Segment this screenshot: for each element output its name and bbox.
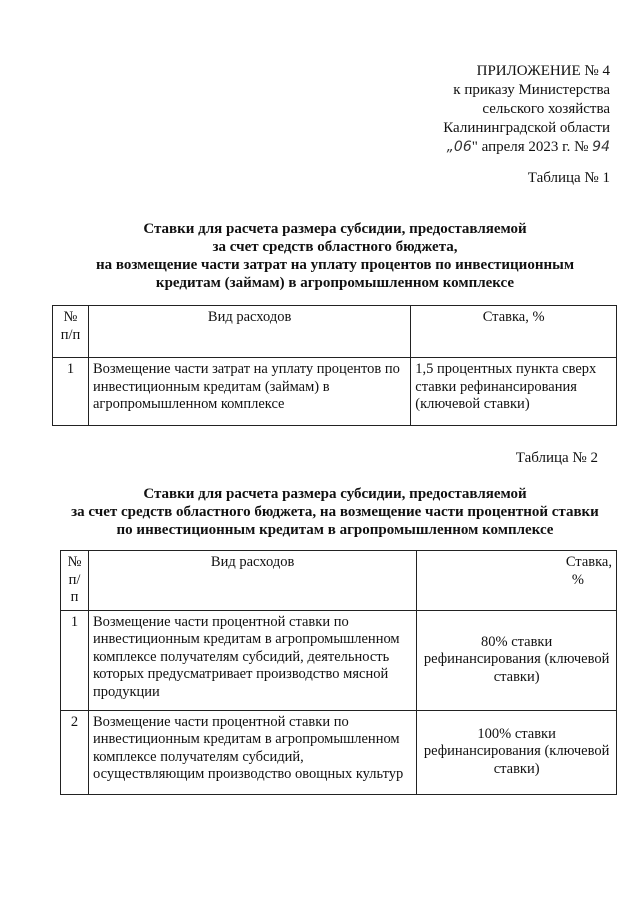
handwritten-day: 06 [453, 139, 472, 155]
table1-title-line: Ставки для расчета размера субсидии, предоставляемой [143, 221, 527, 237]
date-text: апреля 2023 г. № [481, 139, 589, 155]
table2-row-type: Возмещение части процентной ставки по инвестиционным кредитам в агропромышленном комплексе получателям субсидий, осуществляющим производство овощных культур [88, 710, 416, 794]
table2-row-num: 1 [61, 610, 89, 710]
table2-row-type: Возмещение части процентной ставки по инвестиционным кредитам в агропромышленном комплексе получателям субсидий, деятельность которых предусматривает производство мясной продукции [88, 610, 416, 710]
table2-header-row [61, 551, 617, 611]
table1-row-rate: 1,5 процентных пункта сверх ставки рефинансирования (ключевой ставки) [411, 358, 617, 426]
date-prefix: „ [446, 139, 454, 155]
table1-header-rate: Ставка, % [411, 306, 617, 358]
order-date-line [350, 138, 610, 157]
document-header [350, 62, 610, 157]
table1-label: Таблица № 1 [527, 170, 610, 186]
table2-label: Таблица № 2 [515, 450, 598, 466]
table2-title-line: Ставки для расчета размера субсидии, предоставляемой [143, 486, 527, 502]
order-reference-line: к приказу Министерства [453, 82, 610, 98]
table-row [61, 610, 617, 710]
table1-header-num: № п/п [53, 306, 89, 358]
region-line: Калининградской области [443, 120, 610, 136]
table2-row-num: 2 [61, 710, 89, 794]
table1-header-type: Вид расходов [88, 306, 410, 358]
table1-row-num: 1 [53, 358, 89, 426]
table2-title [40, 485, 630, 539]
table2 [60, 550, 617, 795]
table1-title-line: на возмещение части затрат на уплату процентов по инвестиционным [95, 257, 575, 273]
table1-title [40, 220, 630, 292]
table-row [61, 710, 617, 794]
date-quote: " [471, 139, 478, 155]
table1-title-line: кредитам (займам) в агропромышленном комплексе [155, 275, 515, 291]
table1 [52, 305, 617, 426]
table2-row-rate: 100% ставки рефинансирования (ключевой ставки) [417, 710, 617, 794]
table2-row-rate: 80% ставки рефинансирования (ключевой ставки) [417, 610, 617, 710]
appendix-title: ПРИЛОЖЕНИЕ № 4 [476, 63, 610, 79]
table2-header-type: Вид расходов [88, 551, 416, 611]
table-row [53, 358, 617, 426]
handwritten-order-number: 94 [592, 139, 610, 155]
table1-row-type: Возмещение части затрат на уплату процентов по инвестиционным кредитам (займам) в агропромышленном комплексе [88, 358, 410, 426]
table2-title-line: по инвестиционным кредитам в агропромышленном комплексе [116, 522, 554, 538]
ministry-line: сельского хозяйства [482, 101, 610, 117]
table1-title-line: за счет средств областного бюджета, [212, 239, 458, 255]
table2-header-num: № п/п [61, 551, 89, 611]
table2-title-line: за счет средств областного бюджета, на возмещение части процентной ставки [71, 504, 599, 520]
table1-header-row [53, 306, 617, 358]
table2-header-rate: Ставка, % [417, 551, 617, 611]
